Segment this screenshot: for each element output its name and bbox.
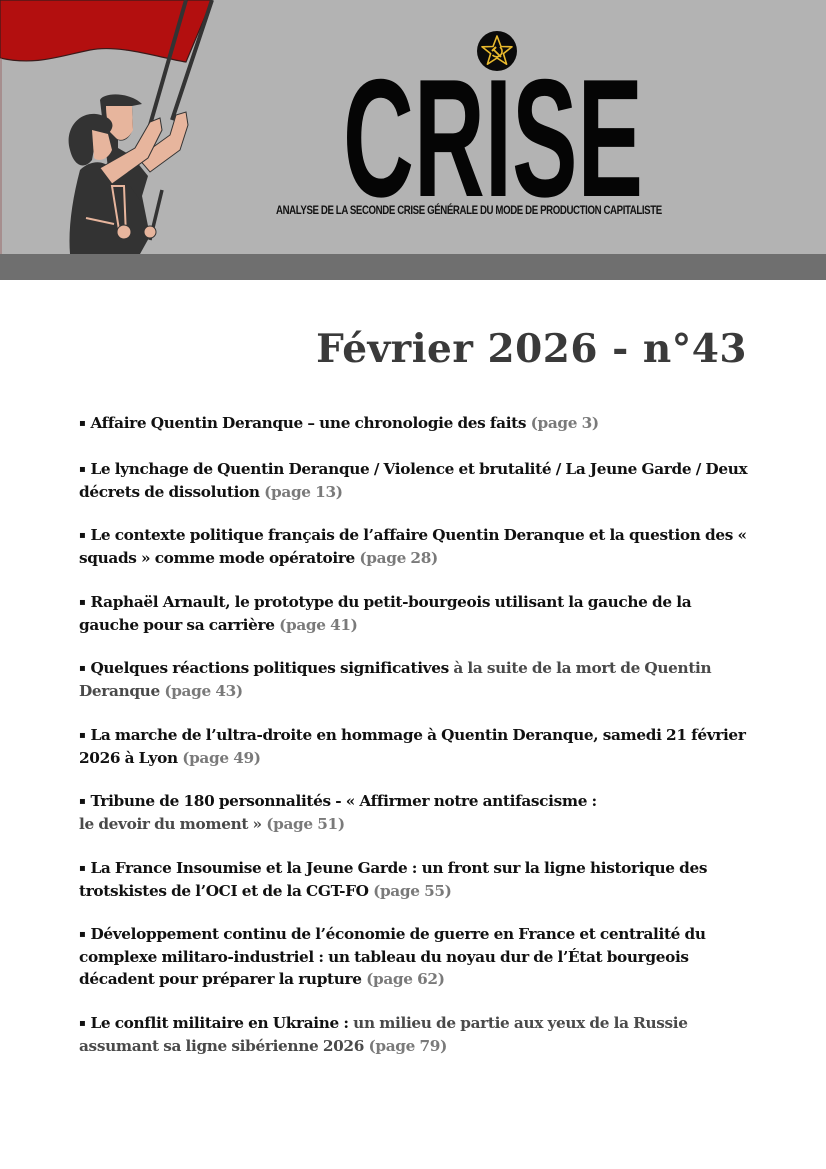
toc-item[interactable]	[79, 412, 751, 435]
toc-item-page[interactable]: (page 41)	[279, 616, 358, 635]
toc-item-subtitle: à la suite de la mort de Quentin Deranque	[79, 659, 712, 701]
toc-item[interactable]	[79, 591, 751, 636]
toc-item[interactable]	[79, 657, 751, 702]
bullet-icon: ▪	[79, 1018, 86, 1029]
toc-item-title: Le lynchage de Quentin Deranque / Violence et brutalité / La Jeune Garde / Deux décrets de dissolution	[79, 460, 748, 502]
toc-item-title: Développement continu de l’économie de guerre en France et centralité du complexe militaro-industriel : un tableau du noyau dur de l’État bourgeois décadent pour préparer la rupture	[79, 925, 706, 989]
tagline: ANALYSE DE LA SECONDE CRISE GÉNÉRALE DU MODE DE PRODUCTION CAPITALISTE	[276, 203, 662, 217]
toc-item-page[interactable]: (page 13)	[264, 483, 343, 502]
bullet-icon: ▪	[79, 863, 86, 874]
bullet-icon: ▪	[79, 464, 86, 475]
toc-item[interactable]	[79, 1012, 751, 1057]
toc-item-subtitle: un milieu de partie aux yeux de la Russie assumant sa ligne sibérienne 2026	[79, 1014, 688, 1056]
toc-item-subtitle: le devoir du moment »	[79, 815, 262, 834]
bullet-icon: ▪	[79, 530, 86, 541]
toc-item-page[interactable]: (page 55)	[373, 882, 452, 901]
toc-item-title: Affaire Quentin Deranque – une chronologie des faits	[90, 414, 527, 432]
toc-item-page[interactable]: (page 43)	[164, 682, 243, 701]
toc-item-page[interactable]: (page 79)	[368, 1037, 447, 1056]
toc-item[interactable]	[79, 857, 751, 902]
toc-item-page[interactable]: (page 28)	[359, 549, 438, 568]
flag-bearers-illustration	[0, 0, 240, 254]
masthead	[0, 0, 826, 254]
bullet-icon: ▪	[79, 929, 86, 940]
toc-item-title: La marche de l’ultra-droite en hommage à Quentin Deranque, samedi 21 février 2026 à Lyon	[79, 726, 746, 768]
bullet-icon: ▪	[79, 796, 86, 807]
bullet-icon: ▪	[79, 730, 86, 741]
svg-text:CRISE: CRISE	[343, 48, 643, 208]
toc-item[interactable]	[79, 458, 751, 503]
toc-item-title: Le contexte politique français de l’affaire Quentin Deranque et la question des « squads » comme mode opératoire	[79, 526, 747, 568]
toc-item-title: Raphaël Arnault, le prototype du petit-bourgeois utilisant la gauche de la gauche pour sa carrière	[79, 593, 692, 635]
toc-item-page[interactable]: (page 51)	[266, 815, 345, 834]
bullet-icon: ▪	[79, 418, 86, 429]
toc-item-page[interactable]: (page 49)	[182, 749, 261, 768]
bullet-icon: ▪	[79, 663, 86, 674]
toc-item-title: La France Insoumise et la Jeune Garde : un front sur la ligne historique des trotskistes de l’OCI et de la CGT-FO	[79, 859, 708, 901]
toc-item-title: Tribune de 180 personnalités - « Affirmer notre antifascisme :	[90, 792, 597, 810]
toc-item[interactable]	[79, 923, 751, 991]
toc-item-page[interactable]: (page 62)	[366, 970, 445, 989]
bullet-icon: ▪	[79, 597, 86, 608]
toc-item[interactable]	[79, 524, 751, 569]
issue-title: Février 2026 - n°43	[316, 326, 747, 373]
header-bar	[0, 254, 826, 280]
toc-item[interactable]	[79, 790, 751, 835]
toc-item-title: Quelques réactions politiques significatives	[90, 659, 449, 677]
toc-item-title: Le conflit militaire en Ukraine :	[90, 1014, 349, 1032]
toc-item-page[interactable]: (page 3)	[530, 414, 599, 432]
logo-title	[338, 48, 648, 208]
toc-item[interactable]	[79, 724, 751, 769]
